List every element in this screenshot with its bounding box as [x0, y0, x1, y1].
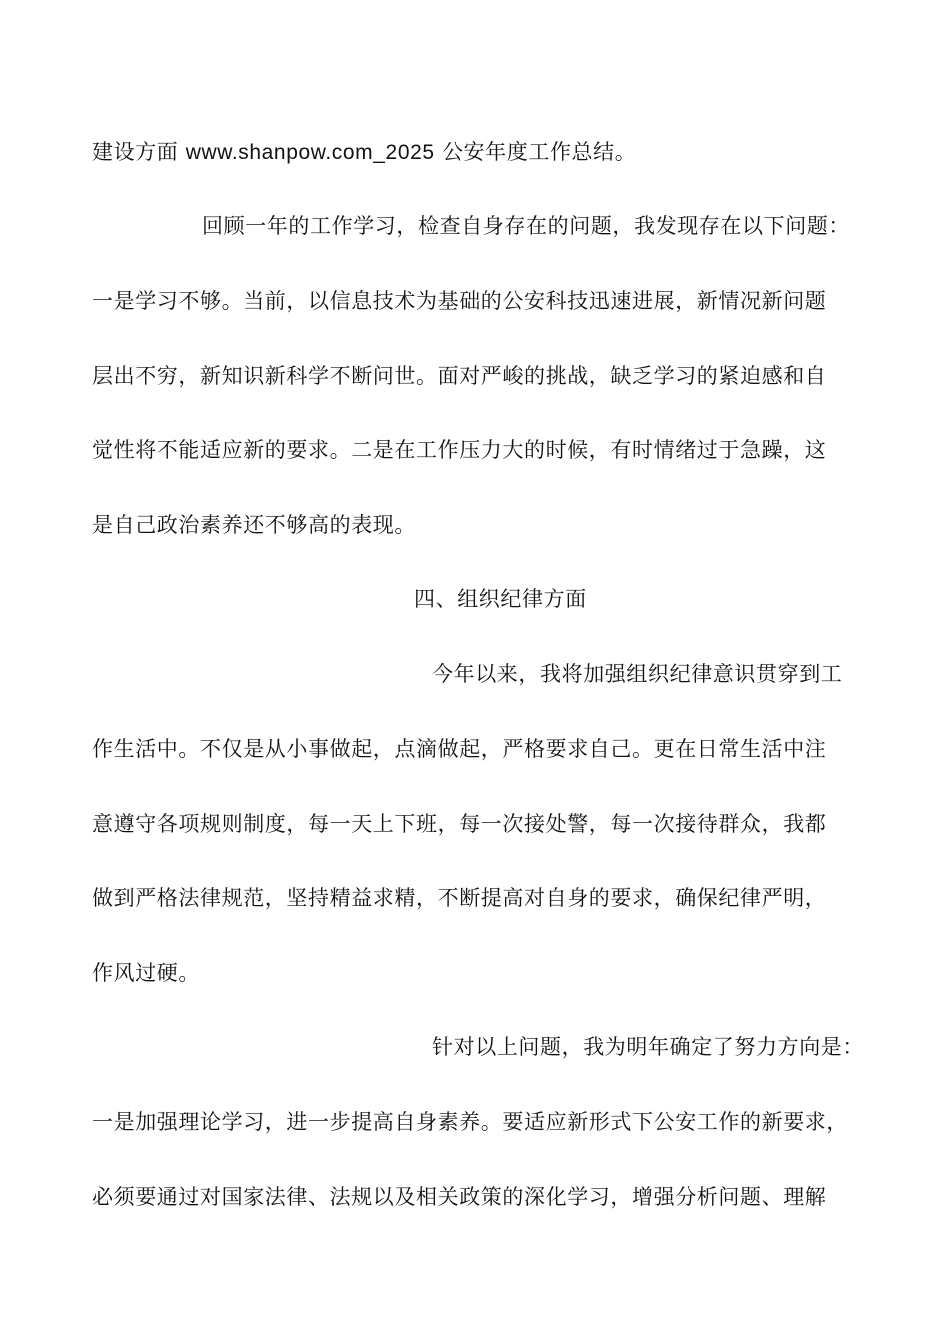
paragraph-line-5: 觉性将不能适应新的要求。二是在工作压力大的时候，有时情绪过于急躁，这 — [92, 438, 827, 462]
line-1-prefix: 建设方面 — [92, 140, 186, 164]
paragraph-line-6: 是自己政治素养还不够高的表现。 — [92, 513, 416, 537]
paragraph-line-9: 作生活中。不仅是从小事做起，点滴做起，严格要求自己。更在日常生活中注 — [92, 737, 827, 761]
paragraph-line-10: 意遵守各项规则制度，每一天上下班，每一次接处警，每一次接待群众，我都 — [92, 812, 827, 836]
section-heading: 四、组织纪律方面 — [414, 587, 587, 611]
paragraph-line-4: 层出不穷，新知识新科学不断问世。面对严峻的挑战，缺乏学习的紧迫感和自 — [92, 364, 827, 388]
paragraph-line-8: 今年以来，我将加强组织纪律意识贯穿到工 — [432, 662, 843, 686]
paragraph-line-14: 一是加强理论学习，进一步提高自身素养。要适应新形式下公安工作的新要求， — [92, 1110, 848, 1134]
line-1-url: www.shanpow.com_2025 — [185, 141, 435, 164]
paragraph-line-15: 必须要通过对国家法律、法规以及相关政策的深化学习，增强分析问题、理解 — [92, 1185, 827, 1209]
paragraph-line-1 — [92, 138, 636, 167]
line-1-suffix: 公安年度工作总结。 — [434, 140, 637, 164]
paragraph-line-13: 针对以上问题，我为明年确定了努力方向是： — [432, 1035, 864, 1059]
paragraph-line-2: 回顾一年的工作学习，检查自身存在的问题，我发现存在以下问题： — [202, 214, 850, 238]
paragraph-line-3: 一是学习不够。当前，以信息技术为基础的公安科技迅速进展，新情况新问题 — [92, 289, 827, 313]
paragraph-line-11: 做到严格法律规范，坚持精益求精，不断提高对自身的要求，确保纪律严明， — [92, 886, 827, 910]
paragraph-line-12: 作风过硬。 — [92, 961, 200, 985]
